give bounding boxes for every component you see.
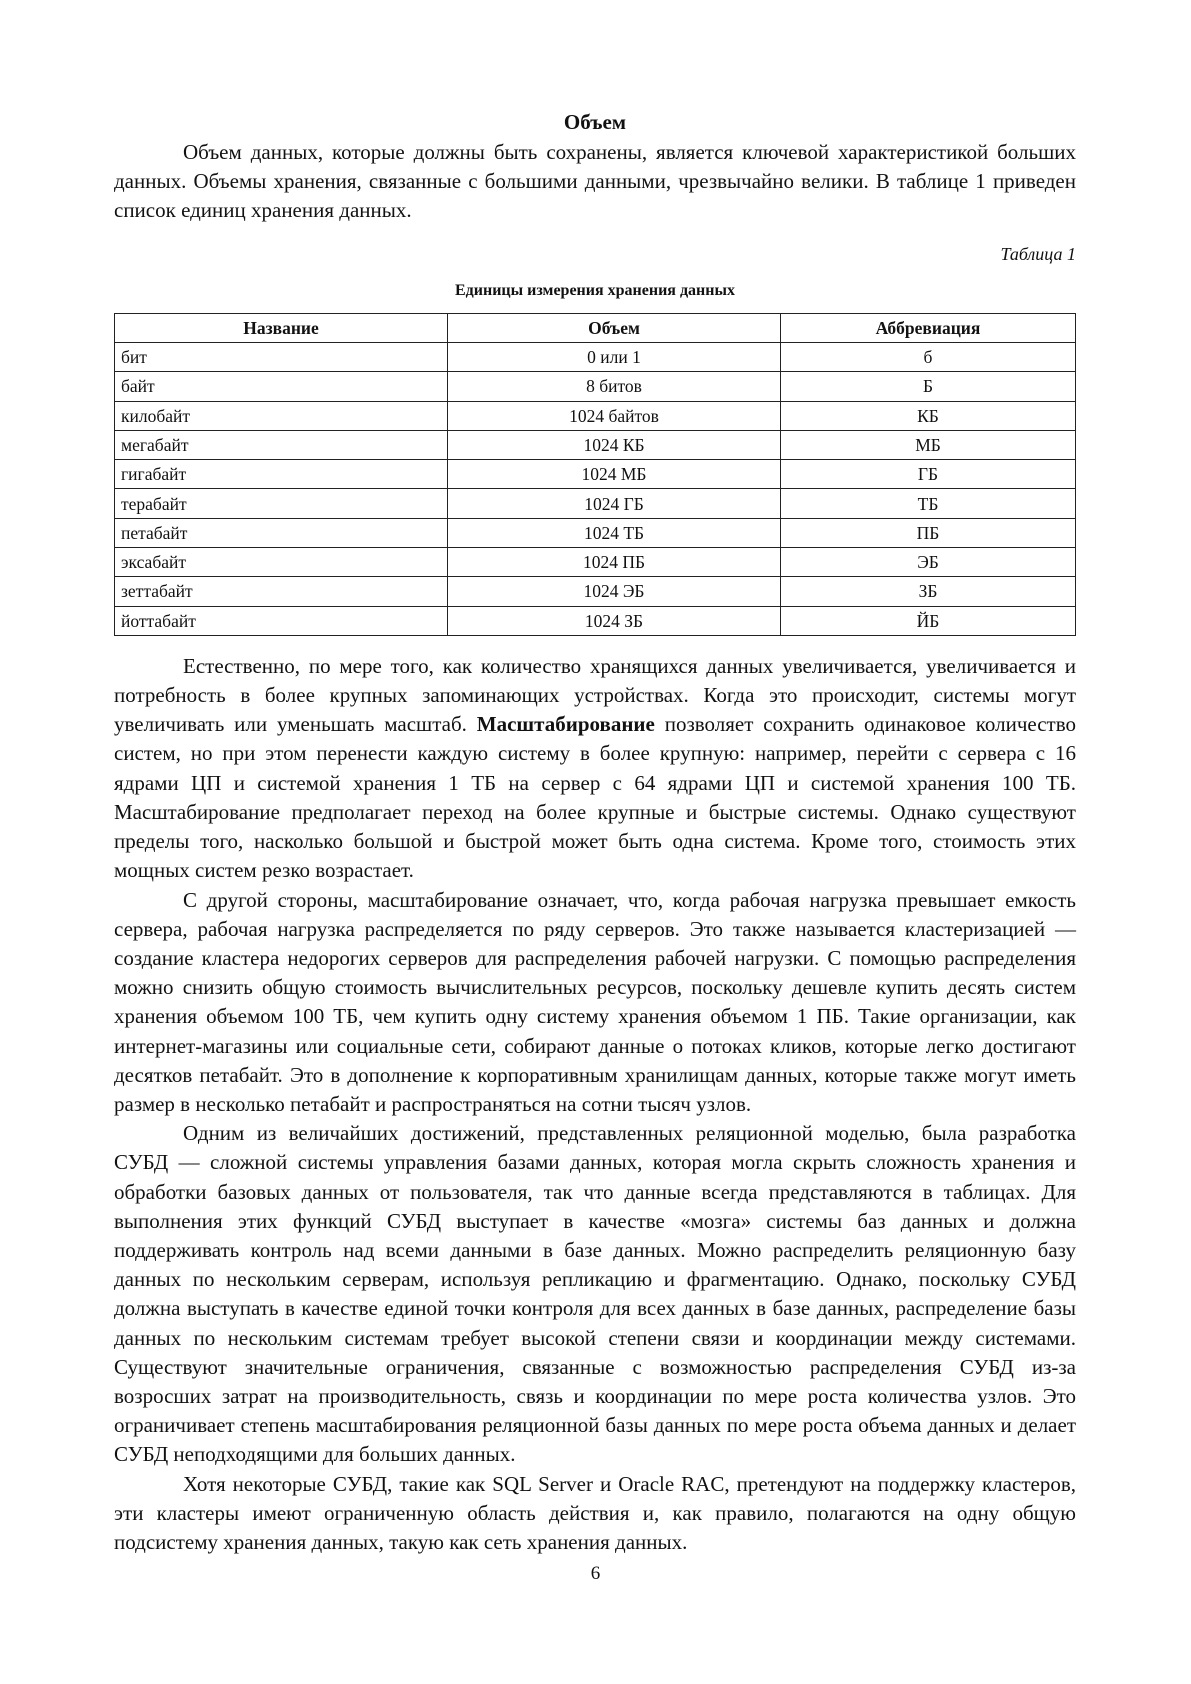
table-row bbox=[115, 372, 1076, 401]
paragraph-clusters: Хотя некоторые СУБД, такие как SQL Server и Oracle RAC, претендуют на поддержку кластеров, эти кластеры имеют ограниченную область действия и, как правило, полагаются на одну общую подсистему хранения данных, такую как сеть хранения данных. bbox=[114, 1471, 1076, 1554]
cell-name: гигабайт bbox=[115, 460, 448, 489]
table-row bbox=[115, 577, 1076, 606]
paragraph-dbms: Одним из величайших достижений, представленных реляционной моделью, была разработка СУБД — сложной системы управления базами данных, которая могла скрыть сложность хранения и обработки базовых данных от пользователя, так что данные всегда представляются в таблицах. Для выполнения этих функций СУБД выступает в качестве «мозга» системы баз данных и должна поддерживать контроль над всеми данными в базе данных. Можно распределить реляционную базу данных по нескольким серверам, используя репликацию и фрагментацию. Однако, поскольку СУБД должна выступать в качестве единой точки контроля для всех данных в базе данных, распределение базы данных по нескольким системам требует высокой степени связи и координации между системами. Существуют значительные ограничения, связанные с возможностью распределения СУБД из-за возросших затрат на производительность, связь и координации по мере роста количества узлов. Это ограничивает степень масштабирования реляционной базы данных по мере роста объема данных и делает СУБД неподходящими для больших данных. bbox=[114, 1121, 1076, 1467]
cell-volume: 1024 ТБ bbox=[448, 518, 781, 547]
table-row bbox=[115, 489, 1076, 518]
cell-name: бит bbox=[115, 342, 448, 371]
section-title: Объем bbox=[563, 110, 627, 134]
cell-name: мегабайт bbox=[115, 430, 448, 459]
cell-name: зеттабайт bbox=[115, 577, 448, 606]
cell-volume: 1024 МБ bbox=[448, 460, 781, 489]
cell-name: петабайт bbox=[115, 518, 448, 547]
cell-name: байт bbox=[115, 372, 448, 401]
column-header-name: Название bbox=[115, 313, 448, 342]
cell-volume: 1024 ПБ bbox=[448, 547, 781, 576]
cell-volume: 1024 байтов bbox=[448, 401, 781, 430]
cell-abbreviation: МБ bbox=[781, 430, 1076, 459]
paragraph-scaling bbox=[114, 652, 1076, 886]
table-row bbox=[115, 547, 1076, 576]
cell-name: килобайт bbox=[115, 401, 448, 430]
table-row bbox=[115, 401, 1076, 430]
table-header-row bbox=[115, 313, 1076, 342]
table-caption: Единицы измерения хранения данных bbox=[455, 281, 735, 299]
paragraph-intro: Объем данных, которые должны быть сохранены, является ключевой характеристикой больших данных. Объемы хранения, связанные с большими данными, чрезвычайно велики. В таблице 1 приведен список единиц хранения данных. bbox=[114, 140, 1076, 223]
paragraph-scaling-text-1: Естественно, по мере того, как количество хранящихся данных увеличивается, увеличивается и потребность в более крупных запоминающих устройствах. Когда это происходит, системы могут увеличивать или уменьшать масштаб. bbox=[114, 653, 1076, 737]
table-row bbox=[115, 518, 1076, 547]
cell-abbreviation: б bbox=[781, 342, 1076, 371]
cell-volume: 1024 ГБ bbox=[448, 489, 781, 518]
cell-volume: 0 или 1 bbox=[448, 342, 781, 371]
paragraph-scale-out: С другой стороны, масштабирование означает, что, когда рабочая нагрузка превышает емкость сервера, рабочая нагрузка распределяется по ряду серверов. Это также называется кластеризацией — создание кластера недорогих серверов для распределения рабочей нагрузки. С помощью распределения можно снизить общую стоимость вычислительных ресурсов, поскольку дешевле купить десять систем хранения объемом 100 ТБ, чем купить одну систему хранения объемом 1 ПБ. Такие организации, как интернет-магазины или социальные сети, собирают данные о потоках кликов, которые легко достигают десятков петабайт. Это в дополнение к корпоративным хранилищам данных, которые также могут иметь размер в несколько петабайт и распространяться на сотни тысяч узлов. bbox=[114, 887, 1076, 1116]
cell-name: йоттабайт bbox=[115, 606, 448, 635]
cell-abbreviation: ЗБ bbox=[781, 577, 1076, 606]
cell-volume: 1024 ЗБ bbox=[448, 606, 781, 635]
cell-abbreviation: ЭБ bbox=[781, 547, 1076, 576]
cell-volume: 1024 КБ bbox=[448, 430, 781, 459]
table-row bbox=[115, 606, 1076, 635]
cell-volume: 1024 ЭБ bbox=[448, 577, 781, 606]
cell-abbreviation: ГБ bbox=[781, 460, 1076, 489]
cell-abbreviation: ТБ bbox=[781, 489, 1076, 518]
cell-abbreviation: ЙБ bbox=[781, 606, 1076, 635]
cell-abbreviation: КБ bbox=[781, 401, 1076, 430]
table-label: Таблица 1 bbox=[1000, 243, 1076, 264]
cell-volume: 8 битов bbox=[448, 372, 781, 401]
paragraph-scaling-text-2: позволяет сохранить одинаковое количество систем, но при этом перенести каждую систему в более крупную: например, перейти с сервера с 16 ядрами ЦП и системой хранения 1 ТБ на сервер с 64 ядрами ЦП и системой хранения 100 ТБ. Масштабирование предполагает переход на более крупные и быстрые системы. Однако существуют пределы того, насколько большой и быстрой может быть одна система. Кроме того, стоимость этих мощных систем резко возрастает. bbox=[114, 712, 1076, 883]
page-number: 6 bbox=[590, 1563, 601, 1584]
table-row bbox=[115, 460, 1076, 489]
cell-abbreviation: Б bbox=[781, 372, 1076, 401]
term-scaling: Масштабирование bbox=[476, 712, 655, 737]
table-row bbox=[115, 430, 1076, 459]
column-header-abbreviation: Аббревиация bbox=[781, 313, 1076, 342]
cell-abbreviation: ПБ bbox=[781, 518, 1076, 547]
storage-units-table bbox=[114, 313, 1076, 636]
table-row bbox=[115, 342, 1076, 371]
column-header-volume: Объем bbox=[448, 313, 781, 342]
cell-name: эксабайт bbox=[115, 547, 448, 576]
document-page bbox=[114, 108, 1076, 1557]
cell-name: терабайт bbox=[115, 489, 448, 518]
